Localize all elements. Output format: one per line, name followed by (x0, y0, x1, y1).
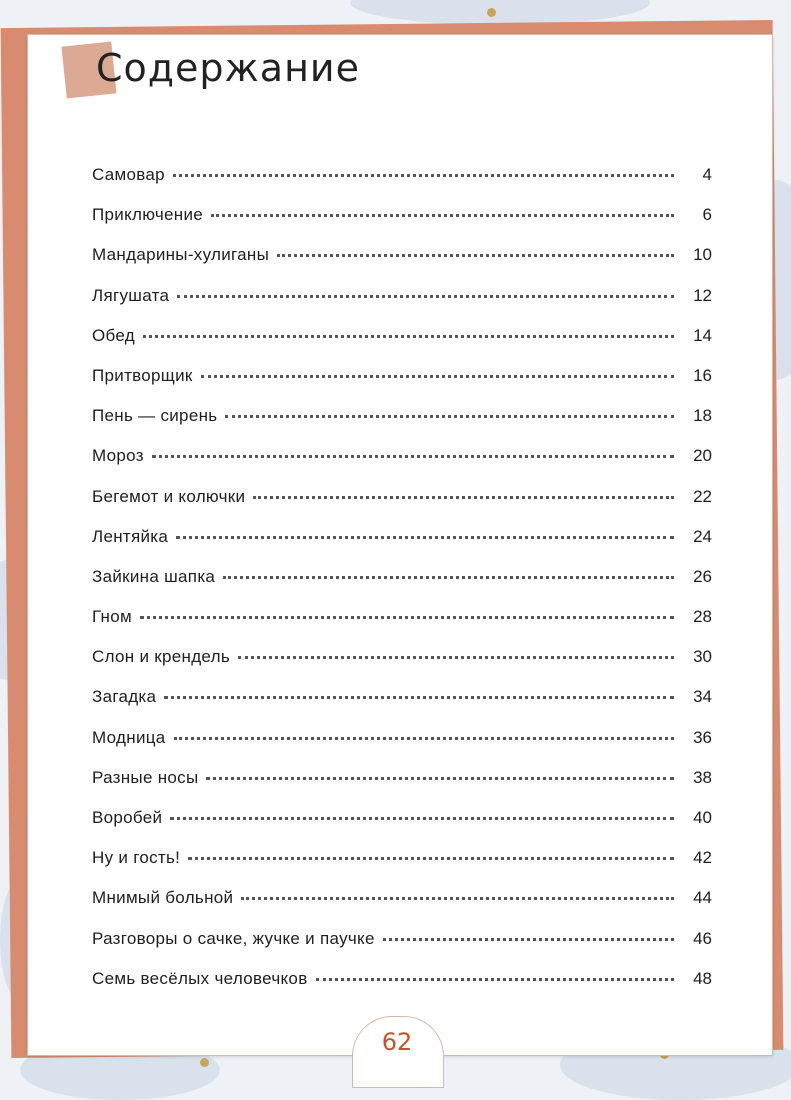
toc-entry-page: 20 (693, 446, 712, 466)
dot-leader (143, 335, 674, 338)
dot-leader (188, 857, 674, 860)
dot-leader (201, 375, 674, 378)
toc-entry-title: Бегемот и колючки (92, 486, 246, 506)
table-of-contents (92, 165, 712, 1009)
toc-entry-title: Гном (92, 607, 132, 627)
toc-entry-page: 16 (693, 365, 712, 385)
dot-leader (383, 938, 674, 941)
toc-entry (92, 888, 712, 928)
toc-entry-title: Семь весёлых человечков (92, 968, 308, 988)
page-number: 62 (381, 1028, 413, 1056)
show-through-text (498, 60, 509, 101)
toc-entry-title: Лягушата (92, 285, 170, 305)
toc-entry-page: 22 (693, 486, 712, 506)
toc-entry (92, 446, 712, 486)
toc-entry-page: 36 (693, 727, 712, 747)
toc-entry-page: 4 (702, 165, 712, 184)
toc-entry-page: 24 (693, 526, 712, 546)
toc-entry (92, 165, 712, 205)
dot-leader (253, 496, 674, 499)
toc-entry-page: 46 (693, 928, 712, 948)
dot-leader (164, 696, 674, 699)
toc-entry-title: Обед (92, 325, 135, 345)
dot-leader (152, 455, 674, 458)
toc-entry-title: Ну и гость! (92, 848, 181, 868)
toc-entry-page: 14 (693, 325, 712, 345)
toc-entry-page: 6 (702, 205, 712, 225)
gold-dot (200, 1058, 209, 1067)
dot-leader (225, 415, 674, 418)
dot-leader (140, 616, 674, 619)
toc-entry (92, 567, 712, 607)
toc-entry-title: Разговоры о сачке, жучке и паучке (92, 928, 375, 948)
toc-entry-title: Пень — сирень (92, 406, 218, 426)
toc-entry-title: Разные носы (92, 767, 199, 787)
toc-entry-title: Притворщик (92, 365, 193, 385)
toc-entry (92, 205, 712, 245)
toc-entry-page: 40 (693, 808, 712, 827)
toc-entry-page: 44 (693, 888, 712, 908)
toc-entry-title: Приключение (92, 205, 204, 225)
toc-entry (92, 527, 712, 567)
dot-leader (174, 737, 674, 740)
dot-leader (170, 817, 674, 820)
toc-entry-title: Лентяйка (92, 526, 169, 546)
toc-entry-title: Модница (92, 727, 166, 747)
toc-entry-page: 28 (693, 607, 712, 627)
page-title: Содержание (96, 46, 360, 90)
toc-entry-page: 10 (693, 245, 712, 265)
dot-leader (177, 295, 674, 298)
toc-entry (92, 487, 712, 527)
toc-entry-title: Мороз (92, 446, 144, 466)
toc-entry (92, 406, 712, 446)
toc-entry-page: 18 (693, 406, 712, 426)
toc-entry-title: Загадка (92, 687, 157, 707)
toc-entry (92, 848, 712, 888)
dot-leader (173, 174, 674, 177)
dot-leader (241, 897, 674, 900)
toc-entry-page: 26 (693, 566, 712, 586)
toc-entry-title: Самовар (92, 165, 165, 184)
toc-entry-page: 12 (693, 285, 712, 305)
toc-entry-page: 48 (693, 968, 712, 988)
toc-entry-title: Мнимый больной (92, 888, 234, 908)
toc-entry-page: 38 (693, 767, 712, 787)
toc-entry (92, 366, 712, 406)
toc-entry-title: Воробей (92, 808, 163, 827)
toc-entry (92, 607, 712, 647)
toc-entry (92, 647, 712, 687)
toc-entry (92, 326, 712, 366)
dot-leader (238, 656, 674, 659)
toc-entry (92, 768, 712, 808)
toc-entry (92, 808, 712, 848)
toc-entry-page: 34 (693, 687, 712, 707)
toc-entry (92, 969, 712, 1009)
dot-leader (211, 214, 674, 217)
toc-entry (92, 245, 712, 285)
dot-leader (316, 978, 674, 981)
toc-entry-page: 30 (693, 647, 712, 667)
toc-entry-title: Слон и крендель (92, 647, 230, 667)
toc-entry-title: Мандарины-хулиганы (92, 245, 270, 265)
dot-leader (223, 576, 674, 579)
dot-leader (176, 536, 674, 539)
toc-entry (92, 728, 712, 768)
toc-entry (92, 687, 712, 727)
toc-entry-title: Зайкина шапка (92, 566, 216, 586)
toc-entry (92, 286, 712, 326)
dot-leader (206, 777, 674, 780)
toc-entry-page: 42 (693, 848, 712, 868)
toc-entry (92, 929, 712, 969)
dot-leader (277, 254, 674, 257)
gold-dot (487, 8, 496, 17)
